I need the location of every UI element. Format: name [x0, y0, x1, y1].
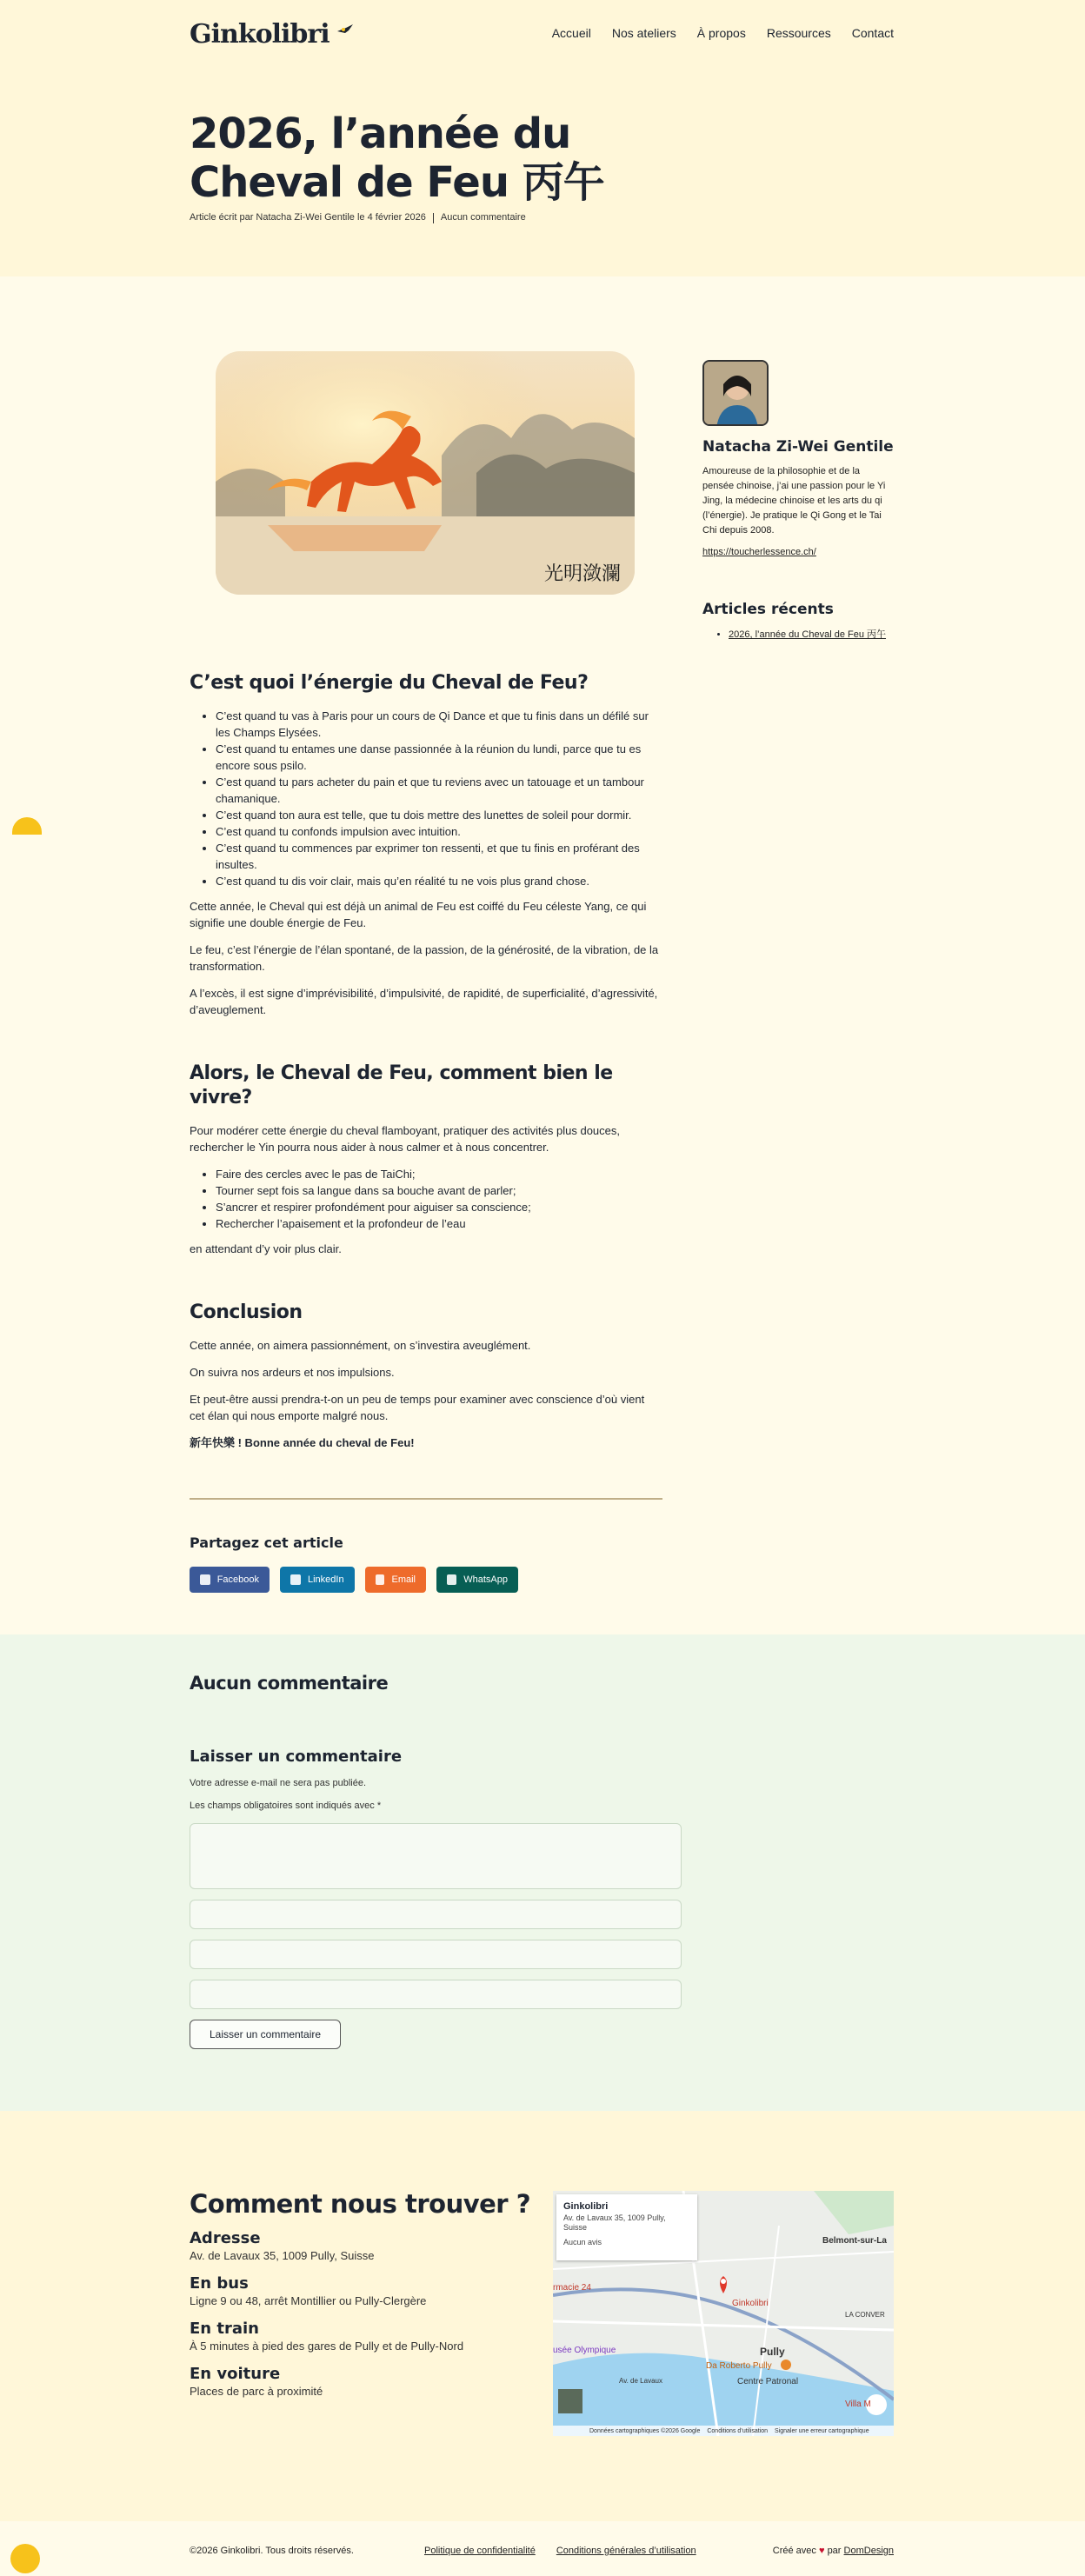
paragraph: Et peut-être aussi prendra-t-on un peu de temps pour examiner avec conscience d’où vient cet élan qui nous emporte malgré nous.	[190, 1393, 645, 1422]
block-title: En voiture	[190, 2365, 281, 2383]
comments-heading: Aucun commentaire	[190, 1673, 389, 1694]
share-buttons	[190, 1567, 662, 1593]
map-report-link[interactable]: Signaler une erreur cartographique	[775, 2427, 869, 2434]
credit-link[interactable]: DomDesign	[843, 2546, 894, 2556]
section-heading: Conclusion	[190, 1301, 303, 1323]
article-body	[190, 351, 662, 1593]
map-label: Av. de Lavaux	[619, 2377, 662, 2385]
map-label: rmacie 24	[553, 2283, 591, 2293]
floating-badge-icon[interactable]	[12, 817, 42, 835]
list-item: • Tourner sept fois sa langue dans sa bouche avant de parler;	[216, 1182, 662, 1199]
location-info	[190, 2189, 537, 2398]
list-item: • C’est quand tu entames une danse passionnée à la réunion du lundi, parce que tu es encore sous psilo.	[216, 741, 662, 774]
terms-link[interactable]: Conditions générales d’utilisation	[556, 2546, 696, 2556]
vivre-list	[216, 1166, 662, 1232]
block-value: Av. de Lavaux 35, 1009 Pully, Suisse	[190, 2249, 375, 2262]
top-nav	[190, 19, 894, 50]
share-email-button[interactable]	[365, 1567, 426, 1593]
map-terms-link[interactable]: Conditions d’utilisation	[707, 2427, 769, 2434]
map-label: Villa M	[845, 2400, 871, 2409]
share-label: Email	[391, 1574, 416, 1585]
section-heading: C’est quoi l’énergie du Cheval de Feu?	[190, 672, 589, 694]
recent-post-link[interactable]: 2026, l’année du Cheval de Feu 丙午	[729, 629, 887, 640]
submit-comment-button[interactable]: Laisser un commentaire	[190, 2020, 341, 2049]
block-value: Ligne 9 ou 48, arrêt Montillier ou Pully-Clergère	[190, 2294, 427, 2307]
share-linkedin-button[interactable]	[280, 1567, 355, 1593]
email-icon	[376, 1574, 384, 1585]
email-field[interactable]	[190, 1940, 682, 1969]
share-facebook-button[interactable]	[190, 1567, 270, 1593]
map-card-title: Ginkolibri	[563, 2201, 609, 2212]
credit-prefix: Créé avec	[772, 2546, 816, 2556]
map-label: Pully	[760, 2346, 785, 2358]
author-name: Natacha Zi-Wei Gentile	[702, 438, 894, 456]
block-value: À 5 minutes à pied des gares de Pully et de Pully-Nord	[190, 2340, 464, 2353]
section-heading: Alors, le Cheval de Feu, comment bien le vivre?	[190, 1062, 613, 1108]
nav-item-contact[interactable]: Contact	[851, 26, 894, 40]
post-author-line: Article écrit par Natacha Zi-Wei Gentile le 4 février 2026	[190, 212, 426, 223]
nav-item-ateliers[interactable]: Nos ateliers	[611, 26, 676, 40]
author-bio: Amoureuse de la philosophie et de la pensée chinoise, j’ai une passion pour le Yi Jing, la médecine chinoise et les arts du qi (l’énergie). Je pratique le Qi Gong et le Tai Chi depuis 2008.	[702, 466, 886, 536]
accessibility-icon[interactable]	[10, 2544, 40, 2573]
hummingbird-icon	[336, 23, 355, 38]
paragraph: en attendant d’y voir plus clair.	[190, 1242, 342, 1255]
map-card-address: Av. de Lavaux 35, 1009 Pully, Suisse	[563, 2213, 666, 2232]
map-footer	[553, 2426, 894, 2436]
map-card-reviews: Aucun avis	[563, 2238, 602, 2247]
list-item: • S’ancrer et respirer profondément pour aiguiser sa conscience;	[216, 1199, 662, 1215]
share-whatsapp-button[interactable]	[436, 1567, 518, 1593]
page-header	[0, 0, 1085, 276]
comment-textarea[interactable]	[190, 1823, 682, 1889]
list-item: • C’est quand tu pars acheter du pain et que tu reviens avec un tatouage et un tambour chamanique.	[216, 774, 662, 807]
credit-mid: par	[827, 2546, 842, 2556]
comment-form-heading: Laisser un commentaire	[190, 1747, 403, 1766]
map-label: usée Olympique	[553, 2346, 616, 2355]
block-value: Places de parc à proximité	[190, 2385, 323, 2398]
section-energie	[190, 671, 662, 1018]
footer-links	[424, 2546, 696, 2556]
heart-icon: ♥	[818, 2546, 825, 2556]
nav-item-ressources[interactable]: Ressources	[766, 26, 831, 40]
block-title: En train	[190, 2320, 259, 2338]
share-label: LinkedIn	[308, 1574, 344, 1585]
list-item: • Faire des cercles avec le pas de TaiChi;	[216, 1166, 662, 1182]
location-heading: Comment nous trouver ?	[190, 2189, 531, 2219]
share-label: Facebook	[216, 1574, 259, 1585]
list-item: • C’est quand tu commences par exprimer ton ressenti, et que tu finis en proférant des insultes.	[216, 840, 662, 873]
sidebar	[702, 360, 894, 641]
comments-section	[0, 1634, 1085, 2111]
recent-posts	[702, 601, 894, 641]
location-section	[0, 2111, 1085, 2521]
map-attribution: Données cartographiques ©2026 Google	[589, 2427, 701, 2434]
recent-heading: Articles récents	[702, 601, 834, 618]
fire-horse-illustration	[216, 351, 635, 595]
list-item: • C’est quand ton aura est telle, que tu dois mettre des lunettes de soleil pour dormir.	[216, 807, 662, 823]
map-label: LA CONVER	[845, 2311, 885, 2319]
paragraph: Cette année, le Cheval qui est déjà un animal de Feu est coiffé du Feu céleste Yang, ce qui signifie une double énergie de Feu.	[190, 900, 647, 929]
list-item: • C’est quand tu dis voir clair, mais qu’en réalité tu ne vois plus grand chose.	[216, 873, 662, 889]
copyright: ©2026 Ginkolibri. Tous droits réservés.	[190, 2546, 354, 2556]
linkedin-icon	[290, 1574, 301, 1585]
energie-list	[216, 708, 662, 889]
whatsapp-icon	[447, 1574, 456, 1585]
map-info-card	[556, 2194, 697, 2260]
paragraph: Cette année, on aimera passionnément, on s’investira aveuglément.	[190, 1339, 531, 1352]
site-footer	[0, 2521, 1085, 2576]
map-label: Centre Patronal	[737, 2377, 799, 2386]
share-label: WhatsApp	[463, 1574, 508, 1585]
meta-separator	[433, 213, 434, 223]
post-comment-count[interactable]: Aucun commentaire	[440, 212, 526, 223]
facebook-icon	[200, 1574, 210, 1585]
post-title: 2026, l’année du Cheval de Feu 丙午	[190, 110, 604, 207]
author-avatar	[702, 360, 769, 426]
list-item: • C’est quand tu vas à Paris pour un cours de Qi Dance et que tu finis dans un défilé sur les Champs Elysées.	[216, 708, 662, 741]
list-item: • C’est quand tu confonds impulsion avec intuition.	[216, 823, 662, 840]
map-label: Belmont-sur-La	[822, 2236, 887, 2246]
map-label: Ginkolibri	[732, 2299, 769, 2308]
divider	[190, 1498, 662, 1500]
paragraph: Le feu, c’est l’énergie de l’élan spontané, de la passion, de la générosité, de la vibration, de la transformation.	[190, 943, 659, 973]
privacy-link[interactable]: Politique de confidentialité	[424, 2546, 536, 2556]
author-website-link[interactable]: https://toucherlessence.ch/	[702, 547, 816, 557]
share-heading: Partagez cet article	[190, 1534, 343, 1551]
section-conclusion	[190, 1301, 662, 1451]
closing-line: 新年快樂 ! Bonne année du cheval de Feu!	[190, 1436, 415, 1449]
email-note: Votre adresse e-mail ne sera pas publiée.	[190, 1778, 367, 1788]
paragraph: On suivra nos ardeurs et nos impulsions.	[190, 1366, 395, 1379]
required-note: Les champs obligatoires sont indiqués avec *	[190, 1801, 382, 1811]
paragraph: A l’excès, il est signe d’imprévisibilité, d’impulsivité, de rapidité, de superficialité, d’agressivité, d’aveuglement.	[190, 987, 658, 1016]
share-block	[190, 1534, 662, 1593]
block-title: En bus	[190, 2274, 249, 2293]
block-title: Adresse	[190, 2229, 261, 2247]
name-field[interactable]	[190, 1900, 682, 1929]
featured-image	[216, 351, 635, 595]
credit	[773, 2546, 894, 2556]
section-vivre	[190, 1062, 662, 1257]
nav-item-apropos[interactable]: À propos	[696, 26, 746, 40]
google-map[interactable]	[553, 2191, 894, 2436]
list-item	[729, 627, 894, 641]
map-label: Da Roberto Pully	[706, 2361, 772, 2371]
main-menu	[552, 26, 894, 40]
website-field[interactable]	[190, 1980, 682, 2009]
post-meta	[190, 212, 526, 223]
list-item: • Rechercher l’apaisement et la profondeur de l’eau	[216, 1215, 662, 1232]
article-section	[0, 276, 1085, 1634]
nav-item-accueil[interactable]: Accueil	[551, 26, 591, 40]
paragraph: Pour modérer cette énergie du cheval flamboyant, pratiquer des activités plus douces, rechercher le Yin pourra nous aider à nous calmer et à nous concentrer.	[190, 1124, 620, 1154]
calligraphy-text: 光明潋瀾	[543, 563, 621, 585]
site-logo[interactable]: Ginkolibri	[190, 19, 329, 50]
